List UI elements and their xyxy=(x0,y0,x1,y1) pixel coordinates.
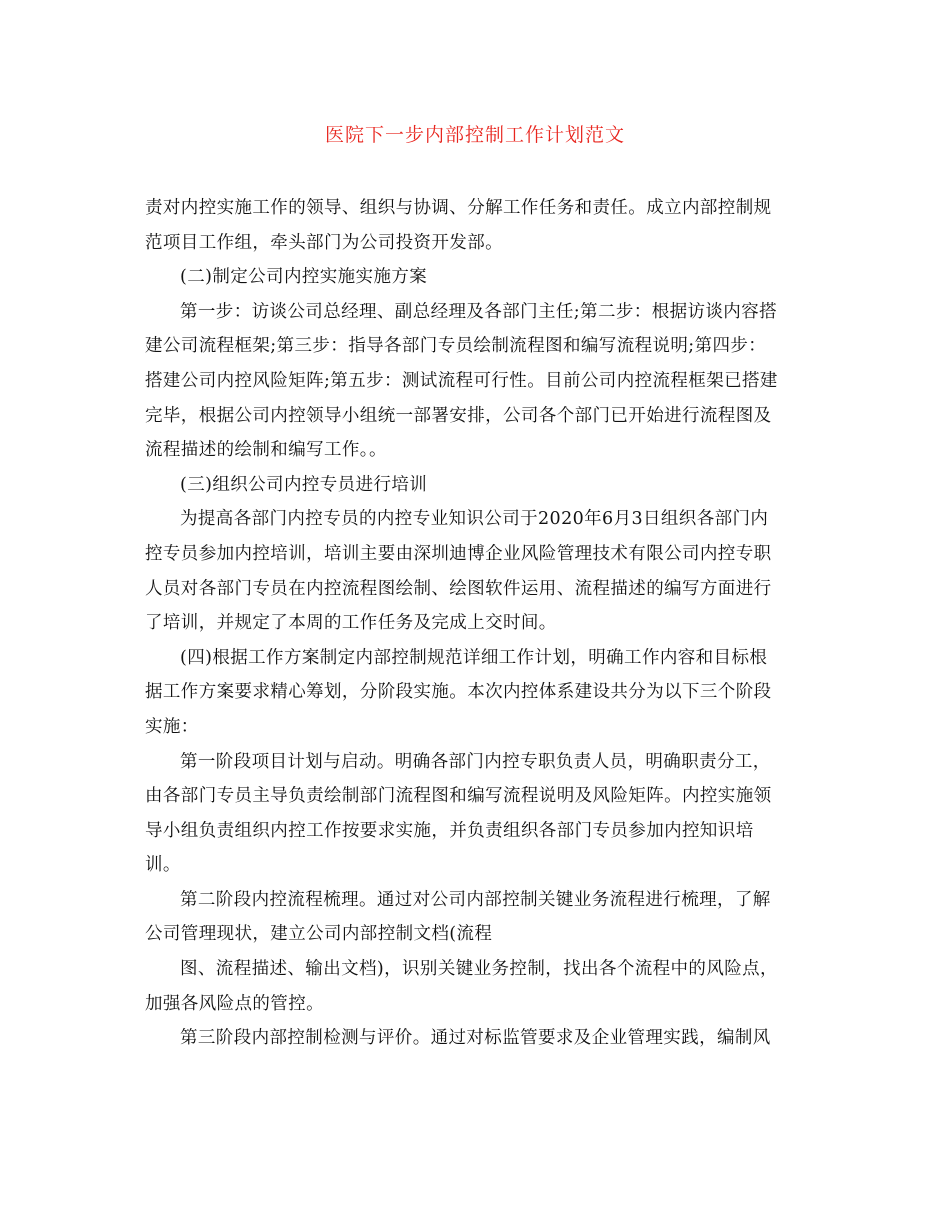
body-line: 为提高各部门内控专员的内控专业知识公司于2020年6月3日组织各部门内 xyxy=(180,509,769,530)
body-line: 完毕，根据公司内控领导小组统一部署安排，公司各个部门已开始进行流程图及 xyxy=(145,405,772,426)
body-line: 了培训，并规定了本周的工作任务及完成上交时间。 xyxy=(145,613,557,634)
section-heading: (二)制定公司内控实施实施方案 xyxy=(180,267,428,288)
section-heading: (三)组织公司内控专员进行培训 xyxy=(180,474,428,495)
body-line: 第二阶段内控流程梳理。通过对公司内部控制关键业务流程进行梳理，了解 xyxy=(180,889,771,910)
body-line: 由各部门专员主导负责绘制部门流程图和编写流程说明及风险矩阵。内控实施领 xyxy=(145,786,772,807)
body-line: 范项目工作组，牵头部门为公司投资开发部。 xyxy=(145,232,503,253)
section-heading: (四)根据工作方案制定内部控制规范详细工作计划，明确工作内容和目标根 xyxy=(180,647,768,668)
body-line: 加强各风险点的管控。 xyxy=(145,993,324,1014)
document-title: 医院下一步内部控制工作计划范文 xyxy=(324,124,625,146)
body-line: 据工作方案要求精心筹划，分阶段实施。本次内控体系建设共分为以下三个阶段 xyxy=(145,682,772,703)
body-line: 训。 xyxy=(145,855,181,876)
body-line: 搭建公司内控风险矩阵;第五步：测试流程可行性。目前公司内控流程框架已搭建 xyxy=(145,370,778,391)
body-line: 导小组负责组织内控工作按要求实施，并负责组织各部门专员参加内控知识培 xyxy=(145,820,754,841)
body-line: 人员对各部门专员在内控流程图绘制、绘图软件运用、流程描述的编写方面进行 xyxy=(145,578,772,599)
document-body xyxy=(145,191,805,1056)
body-line: 实施： xyxy=(145,716,199,737)
body-line: 图、流程描述、输出文档)，识别关键业务控制，找出各个流程中的风险点， xyxy=(180,959,778,980)
body-line: 第一步：访谈公司总经理、副总经理及各部门主任;第二步：根据访谈内容搭 xyxy=(180,301,777,322)
body-line: 第三阶段内部控制检测与评价。通过对标监管要求及企业管理实践，编制风 xyxy=(180,1028,771,1049)
body-line: 流程描述的绘制和编写工作。。 xyxy=(145,440,387,461)
body-line: 建公司流程框架;第三步：指导各部门专员绘制流程图和编写流程说明;第四步： xyxy=(145,336,767,357)
body-line: 控专员参加内控培训，培训主要由深圳迪博企业风险管理技术有限公司内控专职 xyxy=(145,543,772,564)
body-line: 第一阶段项目计划与启动。明确各部门内控专职负责人员，明确职责分工， xyxy=(180,751,771,772)
body-line: 公司管理现状，建立公司内部控制文档(流程 xyxy=(145,924,493,945)
body-line: 责对内控实施工作的领导、组织与协调、分解工作任务和责任。成立内部控制规 xyxy=(145,198,772,218)
